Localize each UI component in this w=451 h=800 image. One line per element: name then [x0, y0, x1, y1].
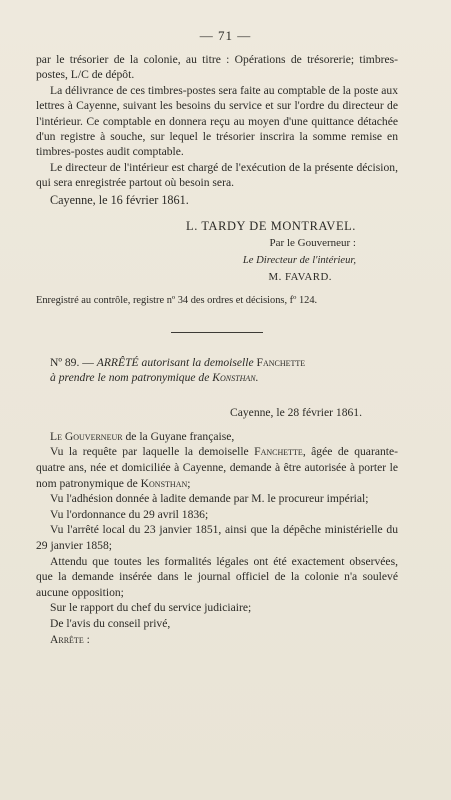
arrete-line-2: à prendre le nom patronymique de	[50, 371, 210, 385]
page-number: — 71 —	[199, 28, 252, 43]
date-line-1: Cayenne, le 16 février 1861.	[50, 192, 189, 207]
paragraph-directeur: Le directeur de l'intérieur est chargé de l'exécution de la présente décision, qui sera enregistrée partout où besoin sera.	[36, 160, 398, 190]
vu-requete-mid: , âgée de quarante-quatre ans, née et domiciliée à Cayenne, demande à être autorisée à porter le nom patronymique de	[36, 445, 398, 490]
sur-rapport: Sur le rapport du chef du service judiciaire;	[50, 601, 252, 615]
signature-official: M. FAVARD.	[268, 271, 332, 284]
arrete-name-1: Fanchette	[256, 356, 306, 370]
arrete-name-2: Konsthan.	[212, 371, 259, 385]
arrete-word: ARRÊTÉ	[96, 356, 139, 370]
arrete-rest: autorisant la demoiselle	[141, 356, 254, 370]
section-divider	[171, 332, 263, 333]
text-continuation: par le trésorier de la colonie, au titre : Opérations de trésorerie; timbres-postes, L/C de dépôt.	[36, 53, 398, 82]
arrete-heading-line-2	[36, 370, 398, 385]
arrete-label: Arrête :	[50, 632, 90, 646]
date-line-2: Cayenne, le 28 février 1861.	[230, 406, 362, 420]
paragraph-delivrance: La délivrance de ces timbres-postes sera faite au comptable de la poste aux lettres à Cayenne, suivant les besoins du service et sur l'ordre du directeur de l'intérieur. Ce comptable en donnera reçu au moyen d'une quittance détachée d'un registre à souche, sur lequel le trésorier inscrira la somme remise en timbres-postes audit comptable.	[36, 83, 398, 159]
vu-requete-name: Fanchette	[254, 445, 303, 459]
vu-requete-name2: Konsthan	[140, 476, 188, 490]
avis-conseil: De l'avis du conseil privé,	[50, 617, 171, 630]
enregistrement-note: Enregistré au contrôle, registre nº 34 des ordres et décisions, fº 124.	[36, 295, 318, 307]
signature-par: Par le Gouverneur :	[269, 237, 356, 250]
signature-title: Le Directeur de l'intérieur,	[242, 255, 356, 267]
arrete-body	[36, 429, 398, 647]
page-content	[36, 52, 398, 647]
attendu-paragraph: Attendu que toutes les formalités légales ont été exactement observées, que la demande insérée dans le journal officiel de la colonie n'a soulevé aucune opposition;	[36, 554, 398, 599]
vu-ordonnance: Vu l'ordonnance du 29 avril 1836;	[50, 507, 209, 521]
arrete-heading-line-1	[36, 355, 398, 370]
signature-block	[36, 217, 398, 286]
arrete-number: Nº 89. —	[50, 356, 94, 370]
vu-requete-post: ;	[187, 476, 191, 490]
vu-adhesion: Vu l'adhésion donnée à ladite demande par M. le procureur impérial;	[50, 492, 369, 506]
gouverneur-line	[36, 429, 398, 445]
gouverneur-rest: de la Guyane française,	[122, 429, 235, 443]
vu-requete	[36, 444, 398, 491]
gouverneur-head: Le Gouverneur	[50, 429, 123, 443]
arrete-heading	[36, 355, 398, 385]
vu-arrete-local: Vu l'arrêté local du 23 janvier 1851, ainsi que la dépêche ministérielle du 29 janvier 1858;	[36, 523, 398, 553]
signature-name: L. TARDY DE MONTRAVEL.	[186, 219, 356, 234]
vu-requete-pre: Vu la requête par laquelle la demoiselle	[50, 445, 255, 459]
